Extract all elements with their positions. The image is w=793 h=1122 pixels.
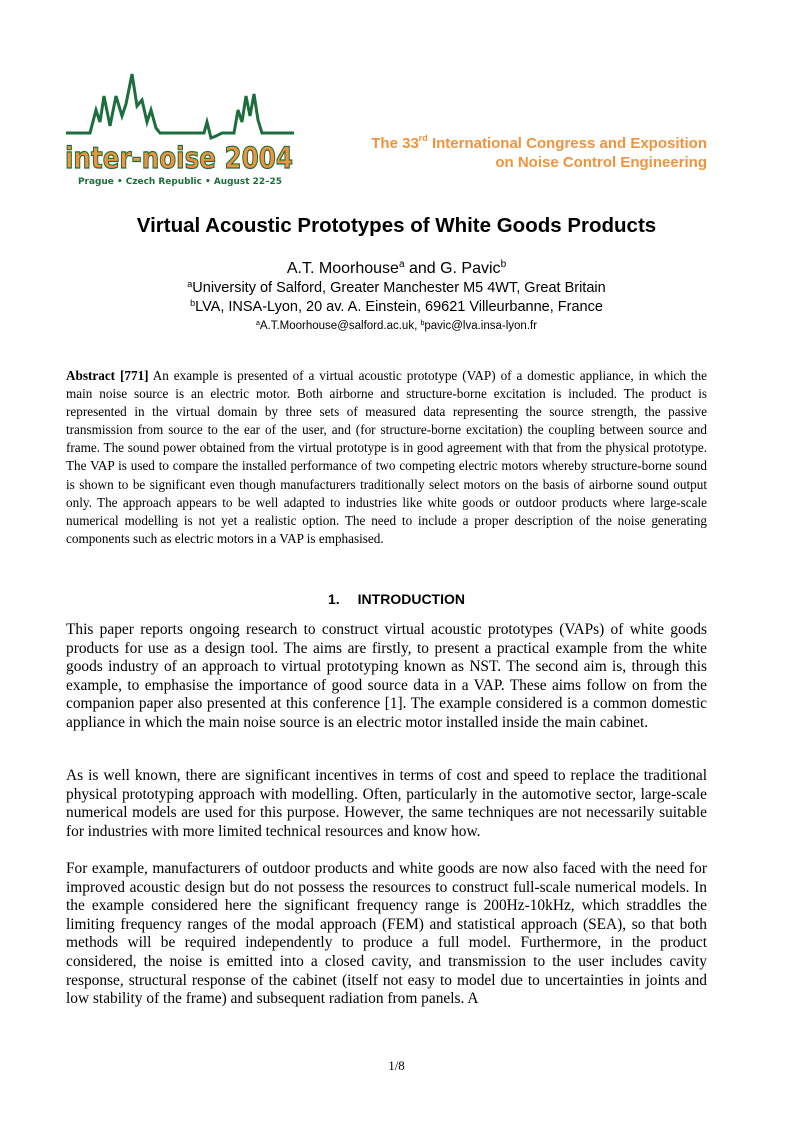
author-names: A.T. Moorhouse$^a$ and G. Pavic$^b$ [286,259,507,277]
author-emails: $^a$A.T.Moorhouse@salford.ac.uk, $^b$pavic@lva.insa-lyon.fr [255,320,538,332]
page-number: 1/8 [388,1058,405,1073]
affiliation-a: $^a$University of Salford, Greater Manchester M5 4WT, Great Britain [187,279,606,296]
intro-paragraph-2: As is well known, there are significant incentives in terms of cost and speed to replace the traditional physical prototyping approach with modelling. Often, particularly in the automotive sector, large-scale numerical models are used for this purpose. However, the same techniques are not necessarily suitable for industries with more limited technical resources and know how. [66,767,707,840]
logo-wordmark: inter-noise 2004 [65,141,293,175]
author-block [0,258,793,334]
congress-line-1: The 33rd International Congress and Exposition [371,133,707,152]
affiliation-b: $^b$LVA, INSA-Lyon, 20 av. A. Einstein, 69621 Villeurbanne, France [190,298,603,315]
intro-paragraph-1: This paper reports ongoing research to construct virtual acoustic prototypes (VAPs) of white goods products for use as a design tool. The aims are firstly, to present a practical example from the white goods industry of an approach to virtual prototyping known as NST. The second aim is, through this example, to emphasise the importance of good source data in a VAP. These aims follow on from the companion paper also presented at this conference [1]. The example considered is a common domestic appliance in which the main noise source is an electric motor installed inside the main cabinet. [66,621,707,731]
congress-line-2: on Noise Control Engineering [495,154,707,171]
abstract-text: An example is presented of a virtual acoustic prototype (VAP) of a domestic appliance, in which the main noise source is an electric motor. Both airborne and structure-borne excitation is included. The product is represented in the virtual domain by three sets of measured data representing the source strength, the passive transmission from source to the ear of the user, and (for structure-borne excitation) the coupling between source and frame. The sound power obtained from the virtual prototype is in good agreement with that from the physical prototype. The VAP is used to compare the installed performance of two competing electric motors whereby structure-borne sound is shown to be significant even though manufacturers traditionally select motors on the basis of airborne sound output only. The approach appears to be well adapted to industries like white goods or outdoor products where large-scale numerical modelling is not yet a realistic option. The need to include a proper description of the noise generating components such as electric motors in a VAP is emphasised. [66,368,707,546]
inter-noise-2004-logo [64,70,296,192]
logo-tagline: Prague • Czech Republic • August 22–25 [78,177,283,187]
intro-paragraph-3: For example, manufacturers of outdoor products and white goods are now also faced with the need for improved acoustic design but do not possess the resources to construct full-scale numerical models. In the example considered here the significant frequency range is 200Hz-10kHz, which straddles the limiting frequency ranges of the modal approach (FEM) and statistical approach (SEA), so that both methods will be required independently to produce a full model. Furthermore, in the product considered, the noise is emitted into a closed cavity, and transmission to the user includes cavity response, structural response of the cabinet (itself not easy to model due to uncertainties in joints and low stability of the frame) and subsequent radiation from panels. A [66,860,707,1008]
section-heading-introduction: 1. INTRODUCTION [327,591,465,607]
abstract-label: Abstract [771] [66,368,149,383]
skyline-icon [66,74,294,138]
abstract [66,367,707,548]
paper-title: Virtual Acoustic Prototypes of White Goods Products [136,214,657,237]
congress-banner [371,134,707,172]
